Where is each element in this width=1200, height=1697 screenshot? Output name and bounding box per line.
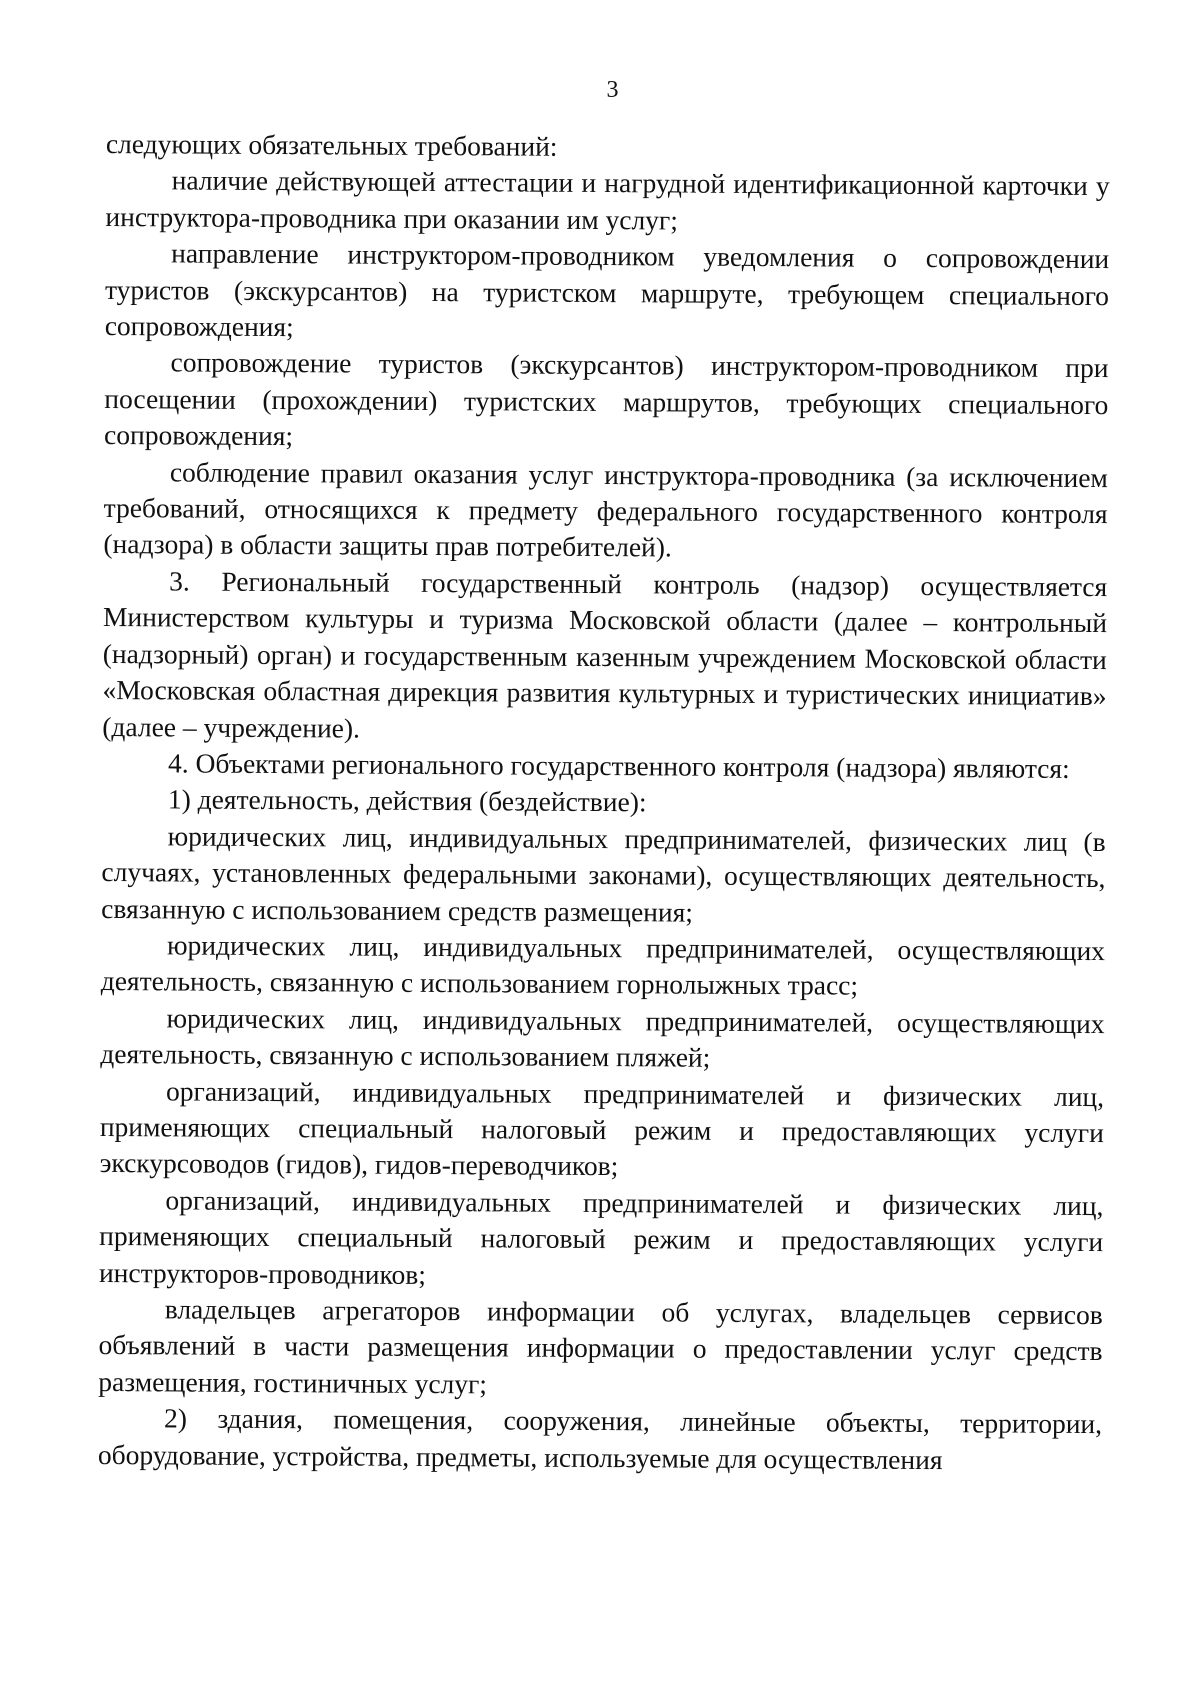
paragraph: юридических лиц, индивидуальных предпринимателей, осуществляющих деятельность, связанную с использованием горнолыжных трасс;: [100, 929, 1106, 1001]
paragraph: наличие действующей аттестации и нагрудной идентификационной карточки у инструктора-проводника при оказании им услуг;: [105, 164, 1110, 236]
paragraph: следующих обязательных требований:: [105, 127, 558, 162]
paragraph: 4. Объектами регионального государственного контроля (надзора) являются:: [168, 747, 1070, 784]
paragraph: юридических лиц, индивидуальных предпринимателей, осуществляющих деятельность, связанную с использованием пляжей;: [100, 1002, 1105, 1073]
paragraph: 2) здания, помещения, сооружения, линейные объекты, территории, оборудование, устройства, предметы, используемые для осуществления: [97, 1402, 1103, 1475]
page-number: 3: [606, 77, 619, 103]
paragraph: 3. Региональный государственный контроль (надзор) осуществляется Министерством культуры и туризма Московской области (далее – контрольный (надзорный) орган) и государственным казенным учреждением Московской области «Московская областная дирекция развития культурных и туристических инициатив» (далее – учреждение).: [102, 565, 1108, 744]
paragraph: направление инструктором-проводником уведомления о сопровождении туристов (экскурсантов) на туристском маршруте, требующем специального сопровождения;: [104, 237, 1110, 343]
paragraph: организаций, индивидуальных предпринимателей и физических лиц, применяющих специальный налоговый режим и предоставляющих услуги инструкторов-проводников;: [98, 1184, 1104, 1290]
paragraph: 1) деятельность, действия (бездействие):: [167, 783, 647, 818]
paragraph: юридических лиц, индивидуальных предпринимателей, физических лиц (в случаях, установленных федеральными законами), осуществляющих деятельность, связанную с использованием средств размещения;: [101, 820, 1106, 928]
paragraph: сопровождение туристов (экскурсантов) инструктором-проводником при посещении (прохождении) туристских маршрутов, требующих специального сопровождения;: [104, 346, 1109, 452]
paragraph: соблюдение правил оказания услуг инструктора-проводника (за исключением требований, относящихся к предмету федерального государственного контроля (надзора) в области защиты прав потребителей).: [103, 456, 1108, 563]
paragraph: владельцев агрегаторов информации об услугах, владельцев сервисов объявлений в части размещения информации о предоставлении услуг средств размещения, гостиничных услуг;: [98, 1293, 1103, 1400]
document-body: [98, 126, 1110, 1479]
paragraph: организаций, индивидуальных предпринимателей и физических лиц, применяющих специальный налоговый режим и предоставляющих услуги экскурсоводов (гидов), гидов-переводчиков;: [99, 1074, 1105, 1182]
